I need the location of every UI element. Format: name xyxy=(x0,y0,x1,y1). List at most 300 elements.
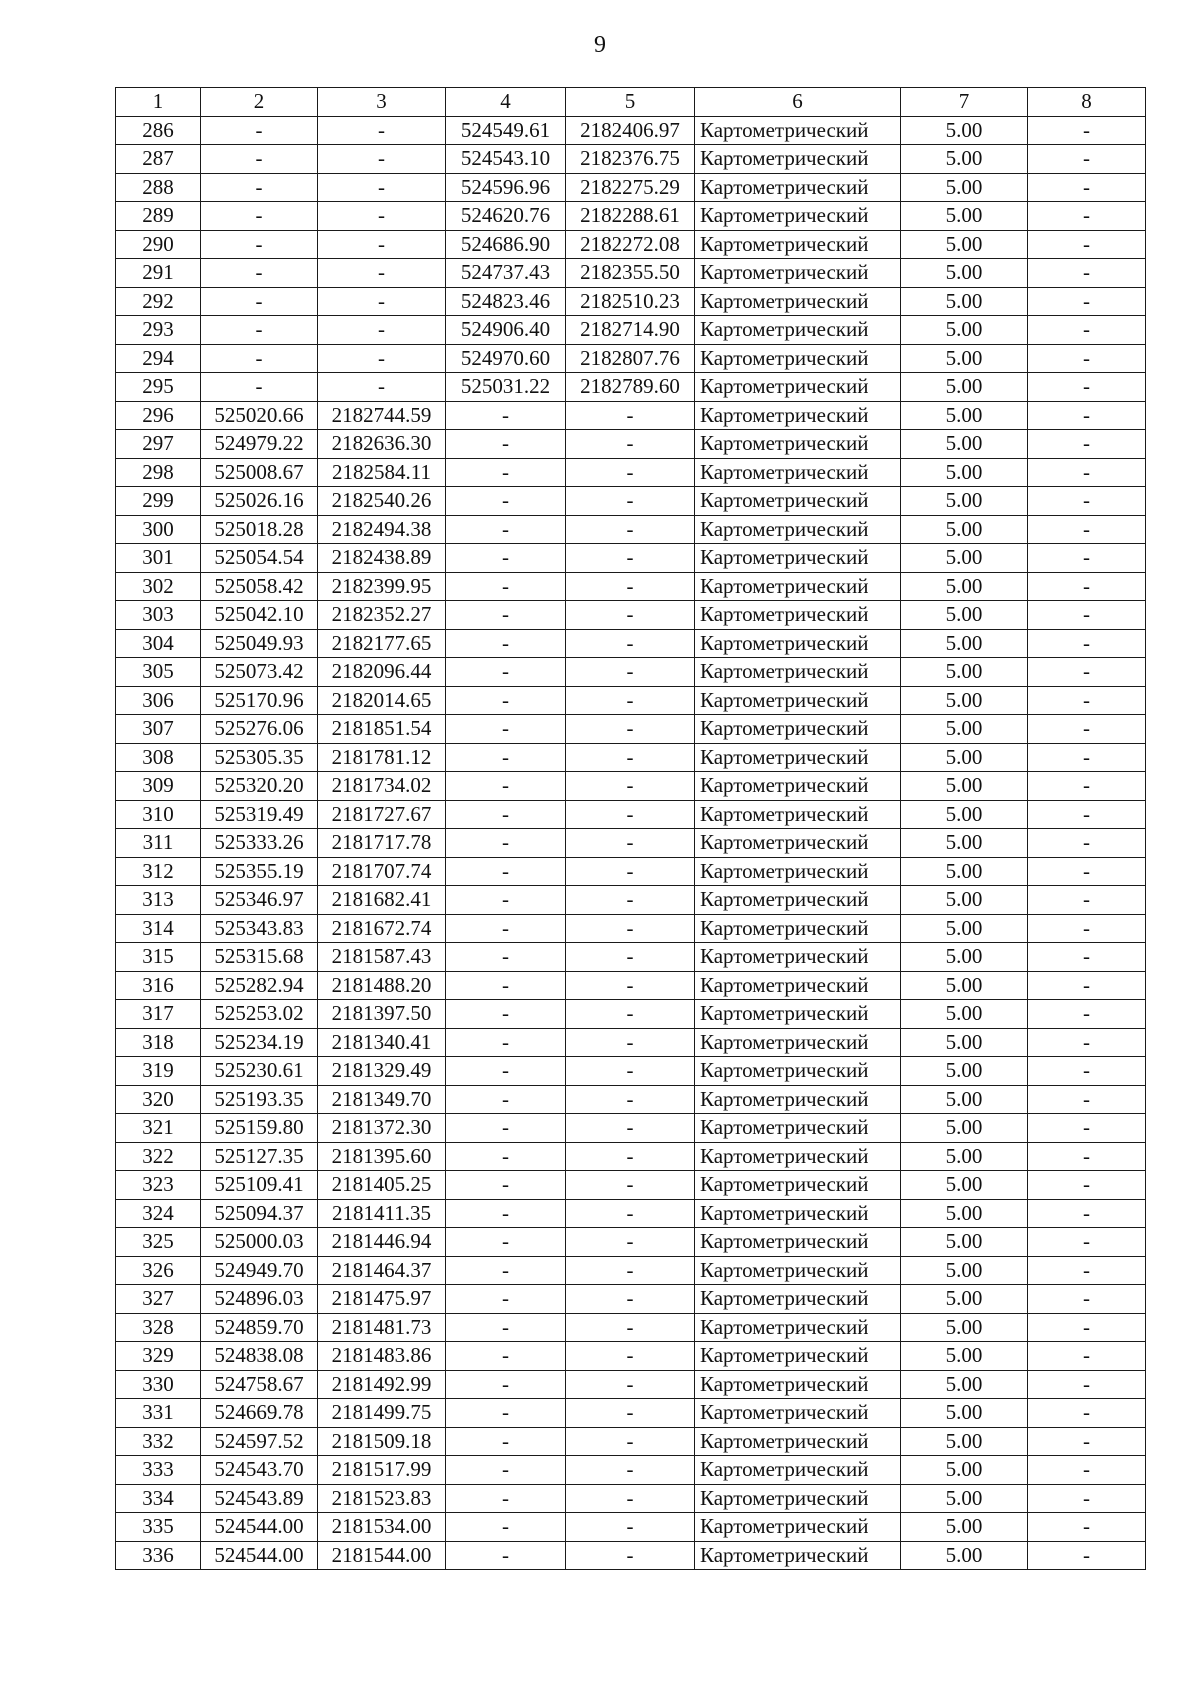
table-cell: 2182376.75 xyxy=(566,145,695,174)
table-cell: - xyxy=(446,487,566,516)
table-cell: 330 xyxy=(116,1370,201,1399)
table-cell: 5.00 xyxy=(901,1199,1028,1228)
table-cell: - xyxy=(1028,1513,1146,1542)
table-cell: - xyxy=(566,1228,695,1257)
table-cell: - xyxy=(1028,1028,1146,1057)
table-cell: 5.00 xyxy=(901,230,1028,259)
table-cell: - xyxy=(1028,572,1146,601)
table-cell: 2182272.08 xyxy=(566,230,695,259)
table-cell: - xyxy=(446,601,566,630)
table-cell: 2182275.29 xyxy=(566,173,695,202)
table-cell: 525355.19 xyxy=(201,857,318,886)
table-row xyxy=(116,202,1146,231)
table-cell: 5.00 xyxy=(901,772,1028,801)
table-cell: 5.00 xyxy=(901,800,1028,829)
table-cell: 2181446.94 xyxy=(318,1228,446,1257)
table-cell: - xyxy=(566,1199,695,1228)
table-cell: - xyxy=(446,1171,566,1200)
table-cell: - xyxy=(1028,145,1146,174)
table-cell: 307 xyxy=(116,715,201,744)
table-cell: Картометрический xyxy=(695,1427,901,1456)
table-cell: 286 xyxy=(116,116,201,145)
table-row xyxy=(116,800,1146,829)
table-cell: - xyxy=(566,1085,695,1114)
table-cell: - xyxy=(1028,1342,1146,1371)
table-cell: 331 xyxy=(116,1399,201,1428)
table-row xyxy=(116,430,1146,459)
table-cell: Картометрический xyxy=(695,1342,901,1371)
table-cell: - xyxy=(446,743,566,772)
table-cell: 5.00 xyxy=(901,487,1028,516)
table-cell: - xyxy=(566,515,695,544)
table-cell: 525333.26 xyxy=(201,829,318,858)
table-cell: - xyxy=(446,658,566,687)
table-cell: 2181523.83 xyxy=(318,1484,446,1513)
table-cell: 302 xyxy=(116,572,201,601)
table-cell: 290 xyxy=(116,230,201,259)
table-cell: Картометрический xyxy=(695,487,901,516)
table-cell: Картометрический xyxy=(695,1142,901,1171)
table-cell: Картометрический xyxy=(695,1541,901,1570)
table-row xyxy=(116,458,1146,487)
table-cell: 2181488.20 xyxy=(318,971,446,1000)
table-cell: - xyxy=(566,1114,695,1143)
table-cell: - xyxy=(446,629,566,658)
table-cell: 2181372.30 xyxy=(318,1114,446,1143)
table-cell: - xyxy=(1028,458,1146,487)
table-cell: 291 xyxy=(116,259,201,288)
table-cell: 525020.66 xyxy=(201,401,318,430)
table-cell: 5.00 xyxy=(901,686,1028,715)
table-cell: 525008.67 xyxy=(201,458,318,487)
table-cell: 305 xyxy=(116,658,201,687)
table-cell: Картометрический xyxy=(695,230,901,259)
table-row xyxy=(116,401,1146,430)
table-cell: - xyxy=(566,743,695,772)
table-row xyxy=(116,1370,1146,1399)
table-cell: - xyxy=(566,943,695,972)
table-cell: - xyxy=(1028,173,1146,202)
table-cell: 316 xyxy=(116,971,201,1000)
table-cell: Картометрический xyxy=(695,1028,901,1057)
table-row xyxy=(116,344,1146,373)
table-cell: 2182510.23 xyxy=(566,287,695,316)
table-cell: - xyxy=(1028,1085,1146,1114)
table-cell: - xyxy=(566,458,695,487)
table-cell: - xyxy=(318,173,446,202)
table-cell: - xyxy=(1028,230,1146,259)
table-cell: Картометрический xyxy=(695,971,901,1000)
table-cell: Картометрический xyxy=(695,202,901,231)
table-cell: 315 xyxy=(116,943,201,972)
table-row xyxy=(116,316,1146,345)
table-cell: 2182789.60 xyxy=(566,373,695,402)
table-cell: 525127.35 xyxy=(201,1142,318,1171)
table-cell: 323 xyxy=(116,1171,201,1200)
table-cell: - xyxy=(446,1342,566,1371)
table-cell: 5.00 xyxy=(901,914,1028,943)
table-cell: 524596.96 xyxy=(446,173,566,202)
table-cell: 303 xyxy=(116,601,201,630)
table-cell: - xyxy=(1028,943,1146,972)
table-cell: 5.00 xyxy=(901,1228,1028,1257)
table-cell: Картометрический xyxy=(695,914,901,943)
table-cell: 2182494.38 xyxy=(318,515,446,544)
table-cell: - xyxy=(446,430,566,459)
table-cell: 310 xyxy=(116,800,201,829)
table-cell: Картометрический xyxy=(695,1484,901,1513)
table-cell: Картометрический xyxy=(695,886,901,915)
table-cell: - xyxy=(566,1541,695,1570)
table-cell: 293 xyxy=(116,316,201,345)
column-header: 3 xyxy=(318,88,446,117)
table-cell: Картометрический xyxy=(695,1399,901,1428)
table-cell: 5.00 xyxy=(901,743,1028,772)
table-cell: 2182584.11 xyxy=(318,458,446,487)
table-cell: 2182014.65 xyxy=(318,686,446,715)
table-cell: 317 xyxy=(116,1000,201,1029)
table-cell: 5.00 xyxy=(901,572,1028,601)
table-cell: Картометрический xyxy=(695,116,901,145)
table-cell: 525109.41 xyxy=(201,1171,318,1200)
table-cell: Картометрический xyxy=(695,629,901,658)
table-cell: - xyxy=(566,1513,695,1542)
table-cell: 525276.06 xyxy=(201,715,318,744)
table-cell: Картометрический xyxy=(695,772,901,801)
table-cell: - xyxy=(566,1000,695,1029)
table-cell: Картометрический xyxy=(695,515,901,544)
table-cell: - xyxy=(566,1256,695,1285)
table-cell: 525319.49 xyxy=(201,800,318,829)
table-cell: 5.00 xyxy=(901,943,1028,972)
table-cell: 525282.94 xyxy=(201,971,318,1000)
table-row xyxy=(116,1256,1146,1285)
table-row xyxy=(116,173,1146,202)
table-row xyxy=(116,1171,1146,1200)
table-cell: 2182807.76 xyxy=(566,344,695,373)
table-cell: 288 xyxy=(116,173,201,202)
table-cell: 525054.54 xyxy=(201,544,318,573)
table-cell: - xyxy=(1028,829,1146,858)
table-cell: 313 xyxy=(116,886,201,915)
table-cell: 5.00 xyxy=(901,971,1028,1000)
table-cell: 2181492.99 xyxy=(318,1370,446,1399)
table-cell: 5.00 xyxy=(901,373,1028,402)
table-cell: 524823.46 xyxy=(446,287,566,316)
table-cell: 322 xyxy=(116,1142,201,1171)
table-cell: 2181672.74 xyxy=(318,914,446,943)
table-cell: - xyxy=(446,1085,566,1114)
table-cell: - xyxy=(1028,1484,1146,1513)
table-row xyxy=(116,145,1146,174)
table-cell: - xyxy=(566,1484,695,1513)
table-cell: 295 xyxy=(116,373,201,402)
table-cell: 324 xyxy=(116,1199,201,1228)
table-cell: 5.00 xyxy=(901,629,1028,658)
table-row xyxy=(116,943,1146,972)
table-cell: 2182636.30 xyxy=(318,430,446,459)
table-cell: 5.00 xyxy=(901,544,1028,573)
table-cell: 5.00 xyxy=(901,857,1028,886)
table-cell: - xyxy=(566,544,695,573)
table-cell: 2182288.61 xyxy=(566,202,695,231)
table-cell: - xyxy=(201,259,318,288)
table-cell: 2181411.35 xyxy=(318,1199,446,1228)
table-cell: 2181329.49 xyxy=(318,1057,446,1086)
table-cell: - xyxy=(1028,373,1146,402)
table-row xyxy=(116,1057,1146,1086)
table-cell: Картометрический xyxy=(695,1285,901,1314)
table-cell: 5.00 xyxy=(901,1342,1028,1371)
table-cell: 304 xyxy=(116,629,201,658)
table-cell: - xyxy=(318,373,446,402)
table-cell: 334 xyxy=(116,1484,201,1513)
table-cell: 311 xyxy=(116,829,201,858)
table-cell: - xyxy=(1028,430,1146,459)
table-row xyxy=(116,544,1146,573)
table-cell: 5.00 xyxy=(901,1427,1028,1456)
table-cell: 332 xyxy=(116,1427,201,1456)
table-row xyxy=(116,914,1146,943)
table-cell: 524543.10 xyxy=(446,145,566,174)
table-cell: - xyxy=(1028,658,1146,687)
table-row xyxy=(116,116,1146,145)
table-cell: - xyxy=(446,1370,566,1399)
table-cell: 2181475.97 xyxy=(318,1285,446,1314)
table-cell: - xyxy=(566,971,695,1000)
table-cell: 2181517.99 xyxy=(318,1456,446,1485)
table-cell: - xyxy=(201,145,318,174)
table-cell: 2181405.25 xyxy=(318,1171,446,1200)
column-header: 8 xyxy=(1028,88,1146,117)
column-header: 6 xyxy=(695,88,901,117)
table-row xyxy=(116,857,1146,886)
table-row xyxy=(116,686,1146,715)
table-row xyxy=(116,515,1146,544)
table-cell: 5.00 xyxy=(901,1256,1028,1285)
table-cell: 2181734.02 xyxy=(318,772,446,801)
table-cell: - xyxy=(566,629,695,658)
table-cell: - xyxy=(1028,1256,1146,1285)
table-cell: - xyxy=(1028,715,1146,744)
table-header xyxy=(116,88,1146,117)
table-cell: - xyxy=(446,401,566,430)
table-cell: 301 xyxy=(116,544,201,573)
table-cell: 525230.61 xyxy=(201,1057,318,1086)
table-cell: - xyxy=(446,1313,566,1342)
table-cell: 525018.28 xyxy=(201,515,318,544)
table-cell: 5.00 xyxy=(901,1114,1028,1143)
table-cell: 524686.90 xyxy=(446,230,566,259)
table-cell: 524737.43 xyxy=(446,259,566,288)
table-cell: Картометрический xyxy=(695,686,901,715)
coordinates-table xyxy=(115,87,1146,1570)
table-cell: - xyxy=(318,287,446,316)
table-cell: 5.00 xyxy=(901,658,1028,687)
table-cell: - xyxy=(446,857,566,886)
table-cell: 5.00 xyxy=(901,1456,1028,1485)
table-cell: - xyxy=(446,1228,566,1257)
table-row xyxy=(116,715,1146,744)
table-cell: 335 xyxy=(116,1513,201,1542)
table-cell: 525253.02 xyxy=(201,1000,318,1029)
table-cell: - xyxy=(446,800,566,829)
table-cell: 318 xyxy=(116,1028,201,1057)
table-cell: 325 xyxy=(116,1228,201,1257)
table-row xyxy=(116,1513,1146,1542)
table-row xyxy=(116,658,1146,687)
table-cell: 326 xyxy=(116,1256,201,1285)
table-cell: Картометрический xyxy=(695,857,901,886)
table-cell: - xyxy=(566,1057,695,1086)
table-cell: - xyxy=(318,116,446,145)
table-cell: - xyxy=(1028,316,1146,345)
table-cell: - xyxy=(566,1285,695,1314)
table-cell: - xyxy=(446,914,566,943)
table-cell: - xyxy=(446,686,566,715)
table-cell: - xyxy=(566,772,695,801)
table-cell: 524543.89 xyxy=(201,1484,318,1513)
table-row xyxy=(116,1085,1146,1114)
table-cell: - xyxy=(1028,601,1146,630)
table-cell: - xyxy=(566,829,695,858)
table-row xyxy=(116,1484,1146,1513)
table-cell: - xyxy=(566,401,695,430)
table-cell: 2181534.00 xyxy=(318,1513,446,1542)
table-cell: - xyxy=(318,344,446,373)
table-cell: 5.00 xyxy=(901,1513,1028,1542)
table-cell: - xyxy=(446,886,566,915)
table-cell: - xyxy=(566,1370,695,1399)
table-cell: 5.00 xyxy=(901,401,1028,430)
table-row xyxy=(116,572,1146,601)
table-cell: 2181587.43 xyxy=(318,943,446,972)
table-cell: - xyxy=(566,1142,695,1171)
table-cell: Картометрический xyxy=(695,544,901,573)
table-cell: - xyxy=(446,772,566,801)
table-cell: 5.00 xyxy=(901,515,1028,544)
table-row xyxy=(116,1399,1146,1428)
table-cell: Картометрический xyxy=(695,829,901,858)
table-cell: 298 xyxy=(116,458,201,487)
table-cell: 287 xyxy=(116,145,201,174)
table-cell: 524838.08 xyxy=(201,1342,318,1371)
table-cell: 327 xyxy=(116,1285,201,1314)
table-cell: 329 xyxy=(116,1342,201,1371)
table-cell: Картометрический xyxy=(695,1000,901,1029)
table-cell: 5.00 xyxy=(901,1028,1028,1057)
column-header: 2 xyxy=(201,88,318,117)
table-cell: 5.00 xyxy=(901,829,1028,858)
table-cell: 308 xyxy=(116,743,201,772)
table-cell: - xyxy=(1028,1285,1146,1314)
table-cell: Картометрический xyxy=(695,1114,901,1143)
table-cell: 5.00 xyxy=(901,316,1028,345)
table-cell: 5.00 xyxy=(901,287,1028,316)
table-cell: Картометрический xyxy=(695,145,901,174)
table-cell: - xyxy=(446,1057,566,1086)
table-cell: - xyxy=(566,430,695,459)
table-cell: 312 xyxy=(116,857,201,886)
table-cell: - xyxy=(1028,743,1146,772)
table-cell: 2181340.41 xyxy=(318,1028,446,1057)
table-cell: 2182406.97 xyxy=(566,116,695,145)
table-cell: - xyxy=(201,230,318,259)
table-cell: - xyxy=(318,145,446,174)
table-cell: 2181727.67 xyxy=(318,800,446,829)
table-cell: 328 xyxy=(116,1313,201,1342)
table-cell: 2181499.75 xyxy=(318,1399,446,1428)
table-cell: 5.00 xyxy=(901,259,1028,288)
table-cell: - xyxy=(446,572,566,601)
table-cell: 525193.35 xyxy=(201,1085,318,1114)
table-row xyxy=(116,1142,1146,1171)
table-cell: - xyxy=(1028,686,1146,715)
table-cell: - xyxy=(318,202,446,231)
table-cell: - xyxy=(446,715,566,744)
table-cell: 2182355.50 xyxy=(566,259,695,288)
table-cell: Картометрический xyxy=(695,1057,901,1086)
table-cell: - xyxy=(201,173,318,202)
table-cell: 525026.16 xyxy=(201,487,318,516)
table-cell: 5.00 xyxy=(901,145,1028,174)
table-cell: 5.00 xyxy=(901,344,1028,373)
table-row xyxy=(116,1541,1146,1570)
table-cell: Картометрический xyxy=(695,943,901,972)
table-cell: 525343.83 xyxy=(201,914,318,943)
table-cell: - xyxy=(446,943,566,972)
table-cell: Картометрический xyxy=(695,401,901,430)
table-cell: - xyxy=(446,1199,566,1228)
table-cell: 524544.00 xyxy=(201,1541,318,1570)
table-cell: - xyxy=(1028,259,1146,288)
table-row xyxy=(116,1028,1146,1057)
table-cell: - xyxy=(566,1028,695,1057)
table-cell: Картометрический xyxy=(695,1313,901,1342)
table-cell: - xyxy=(446,1484,566,1513)
table-row xyxy=(116,1285,1146,1314)
table-row xyxy=(116,1114,1146,1143)
table-cell: - xyxy=(1028,914,1146,943)
table-cell: 5.00 xyxy=(901,1313,1028,1342)
table-row xyxy=(116,601,1146,630)
table-cell: - xyxy=(446,1456,566,1485)
column-header: 5 xyxy=(566,88,695,117)
table-cell: 2181781.12 xyxy=(318,743,446,772)
table-cell: Картометрический xyxy=(695,1085,901,1114)
table-cell: 525031.22 xyxy=(446,373,566,402)
table-cell: 525305.35 xyxy=(201,743,318,772)
table-cell: - xyxy=(1028,1057,1146,1086)
table-cell: - xyxy=(566,914,695,943)
table-cell: Картометрический xyxy=(695,1228,901,1257)
table-cell: 525049.93 xyxy=(201,629,318,658)
table-cell: 336 xyxy=(116,1541,201,1570)
table-cell: - xyxy=(446,829,566,858)
table-cell: 524544.00 xyxy=(201,1513,318,1542)
table-cell: - xyxy=(1028,116,1146,145)
table-cell: 2182714.90 xyxy=(566,316,695,345)
table-cell: 525058.42 xyxy=(201,572,318,601)
table-cell: Картометрический xyxy=(695,1199,901,1228)
table-cell: 524906.40 xyxy=(446,316,566,345)
table-cell: Картометрический xyxy=(695,430,901,459)
table-cell: - xyxy=(201,373,318,402)
table-cell: 524758.67 xyxy=(201,1370,318,1399)
table-cell: - xyxy=(1028,1171,1146,1200)
table-cell: 2181397.50 xyxy=(318,1000,446,1029)
table-cell: - xyxy=(446,1541,566,1570)
